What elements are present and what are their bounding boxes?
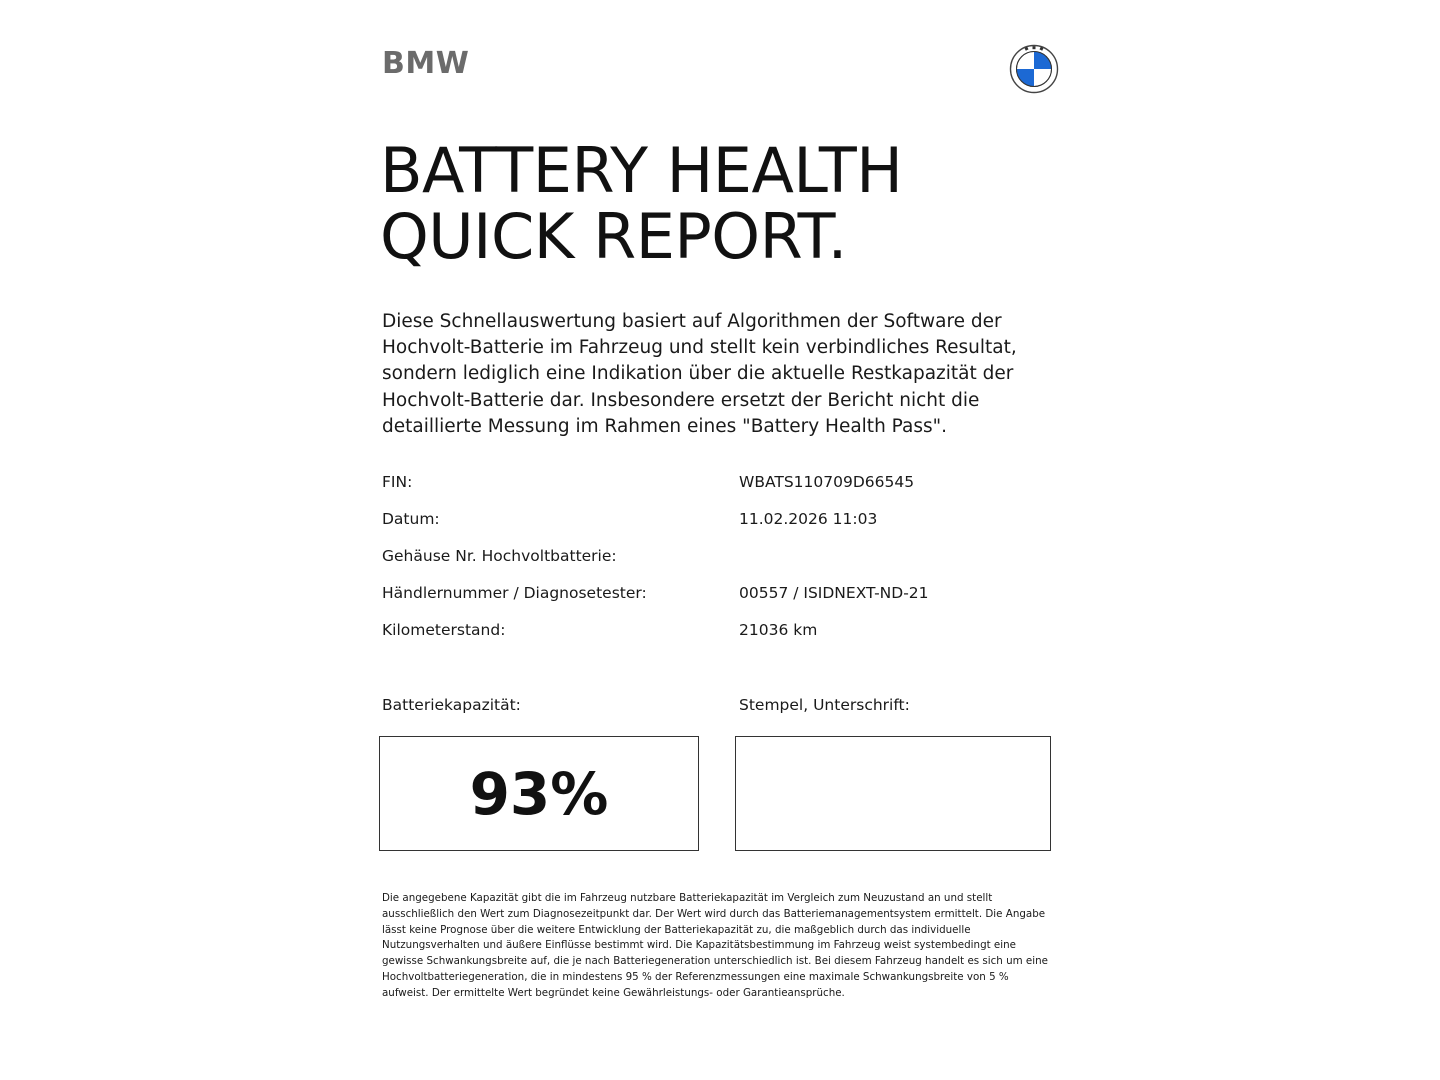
info-row-fin	[382, 470, 1062, 494]
capacity-label: Batteriekapazität:	[382, 696, 521, 714]
capacity-value: 93%	[469, 760, 609, 828]
info-label: Händlernummer / Diagnosetester:	[382, 584, 647, 602]
info-row-dealer	[382, 581, 1062, 605]
info-label: Gehäuse Nr. Hochvoltbatterie:	[382, 547, 617, 565]
stamp-label: Stempel, Unterschrift:	[739, 696, 910, 714]
info-label: Datum:	[382, 510, 440, 528]
info-value: 21036 km	[739, 621, 818, 639]
brand-wordmark: BMW	[382, 46, 470, 81]
report-title-line-1: BATTERY HEALTH	[380, 134, 903, 207]
bmw-roundel-icon	[1009, 44, 1059, 94]
disclaimer-text: Die angegebene Kapazität gibt die im Fahrzeug nutzbare Batteriekapazität im Vergleich zum Neuzustand an und stellt ausschließlich den Wert zum Diagnosezeitpunkt dar. Der Wert wird durch das Batteriemanagementsystem ermittelt. Die Angabe lässt keine Prognose über die weitere Entwicklung der Batteriekapazität zu, die maßgeblich durch das individuelle Nutzungsverhalten und äußere Einflüsse bestimmt wird. Die Kapazitätsbestimmung im Fahrzeug weist systembedingt eine gewisse Schwankungsbreite auf, die je nach Batteriegeneration unterschiedlich ist. Bei diesem Fahrzeug handelt es sich um eine Hochvoltbatteriegeneration, die in mindestens 95 % der Referenzmessungen eine maximale Schwankungsbreite von 5 % aufweist. Der ermittelte Wert begründet keine Gewährleistungs- oder Garantieansprüche.	[382, 892, 1048, 999]
report-title	[380, 134, 903, 273]
info-row-date	[382, 507, 1062, 531]
capacity-box	[379, 736, 699, 851]
stamp-signature-box	[735, 736, 1051, 851]
info-row-mileage	[382, 618, 1062, 642]
info-value: 00557 / ISIDNEXT-ND-21	[739, 584, 929, 602]
report-title-line-2: QUICK REPORT.	[380, 200, 847, 273]
info-row-housing-number	[382, 544, 1062, 568]
info-label: Kilometerstand:	[382, 621, 506, 639]
report-page	[382, 0, 1062, 1080]
intro-paragraph: Diese Schnellauswertung basiert auf Algorithmen der Software der Hochvolt-Batterie im Fahrzeug und stellt kein verbindliches Resultat, sondern lediglich eine Indikation über die aktuelle Restkapazität der Hochvolt-Batterie dar. Insbesondere ersetzt der Bericht nicht die detaillierte Messung im Rahmen eines "Battery Health Pass".	[382, 311, 1017, 437]
info-value: WBATS110709D66545	[739, 473, 915, 491]
info-value: 11.02.2026 11:03	[739, 510, 878, 528]
info-label: FIN:	[382, 473, 413, 491]
